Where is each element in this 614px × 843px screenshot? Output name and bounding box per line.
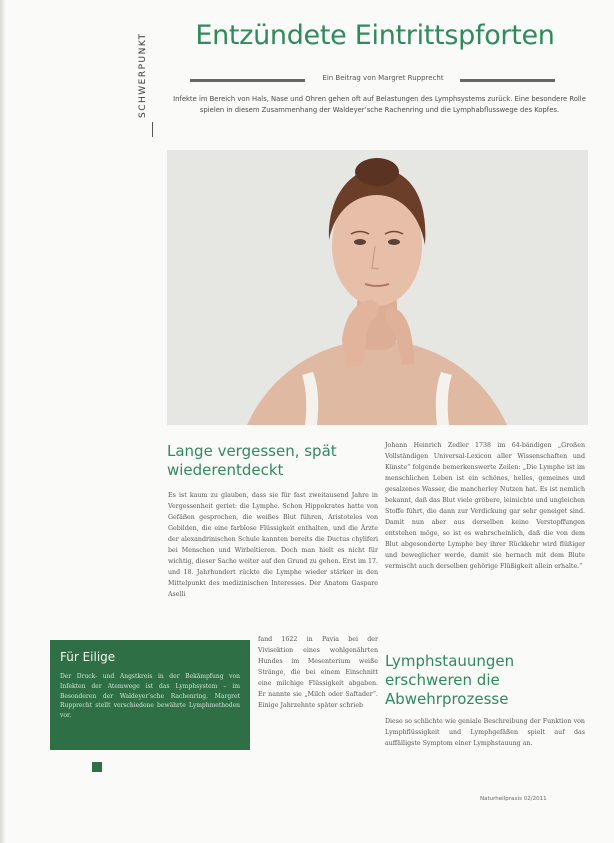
summary-box-title: Für Eilige [60,650,116,664]
section2-paragraph: Johann Heinrich Zedler 1738 im 64-bändigen „Großen Vollständigen Universal-Lexicon aller Wissenschaften und Künste“ folgende bemerkenswerte Zeilen: „Die Lymphe ist im menschlichen Leben ist ein schönes, helles, gemeines und gesalzenes Wasser, die mancherley Nutzen hat. Es ist nemlich bekannt, daß das Blut viele gröbere, leimichte und ungleichen Stoffe führt, die dann zur Verdickung gar sehr geneiget sind. Damit nun aber aus derselben keine Verstopffungen entstehen möge, so ist es wahrscheinlich, daß die von dem Blut abgesonderte Lymphe bey ihrer Rückkehr wird flüßiger und beweglicher werde, damit sie hernach mit dem Blute vermischt auch derselben gehörige Flüßigkeit allein erhalte.“ [385,442,585,570]
woman-portrait-illustration [167,150,588,425]
section3-body [385,716,585,749]
lead-paragraph: Infekte im Bereich von Hals, Nase und Ohren gehen oft auf Belastungen des Lymphsystems zurück. Eine besondere Rolle spielen in diesem Zusammenhang der Waldeyer’sche Rachenring und die Lymphabflusswege des Kopfes. [173,95,586,114]
footer-issue: Naturheilpraxis 02/2011 [480,796,547,802]
byline-row [190,74,555,86]
section-tag-rule [152,122,153,137]
page-marker-square [92,762,102,772]
page-edge-shadow [0,0,6,843]
section1-paragraph-b: fand 1622 in Pavia bei der Vivisektion eines wohlgenährten Hundes im Mesenterium weiße Stränge, die bei einem Einschnitt eine milchige Flüssigkeit abgaben. Er nannte sie „Milch oder Saftader“. Einige Jahrzehnte später schrieb [258,636,378,709]
section2-heading: Lymphstauungen erschweren die Abwehrprozesse [385,652,515,708]
section1-body [168,490,378,600]
byline-bar-left [190,79,305,82]
section1-body-continued [258,634,378,711]
byline-bar-right [460,79,555,82]
summary-box-text: Der Druck- und Angstkreis in der Bekämpfung von Infekten der Atemwege ist das Lymphsystem – im Besonderen der Waldeyer’sche Rachenring. Margret Rupprecht stellt verschiedene bewährte Lymphmethoden vor. [60,673,240,720]
byline: Ein Beitrag von Margret Rupprecht [322,74,444,82]
section3-paragraph: Diese so schlichte wie geniale Beschreibung der Funktion von Lymphflüssigkeit und Lymphgefäßen spielt auf das auffälligste Symptom einer Lymphstauung an. [385,718,585,747]
section2-body [385,440,585,572]
section1-heading: Lange vergessen, spät wiederentdeckt [167,442,337,479]
section-tag: SCHWERPUNKT [138,32,148,118]
section1-paragraph: Es ist kaum zu glauben, dass sie für fast zweitausend Jahre in Vergessenheit geriet: die Lymphe. Schon Hippokrates hatte von Gefäßen gesprochen, die weißes Blut führen, Aristoteles von Gebilden, die eine farblose Flüssigkeit enthalten, und die Ärzte der alexandrinischen Schule kannten bereits die Ductus chyliferi bei Menschen und Wirbeltieren. Doch man hielt es nicht für wichtig, dieser Sache weiter auf den Grund zu gehen. Erst im 17. und 18. Jahrhundert rückte die Lymphe wieder stärker in den Mittelpunkt des medizinischen Interesses. Der Anatom Gaspare Aselli [168,492,378,598]
article-title: Entzündete Eintrittspforten [195,20,555,51]
summary-box [50,640,250,750]
article-photo [167,150,588,425]
